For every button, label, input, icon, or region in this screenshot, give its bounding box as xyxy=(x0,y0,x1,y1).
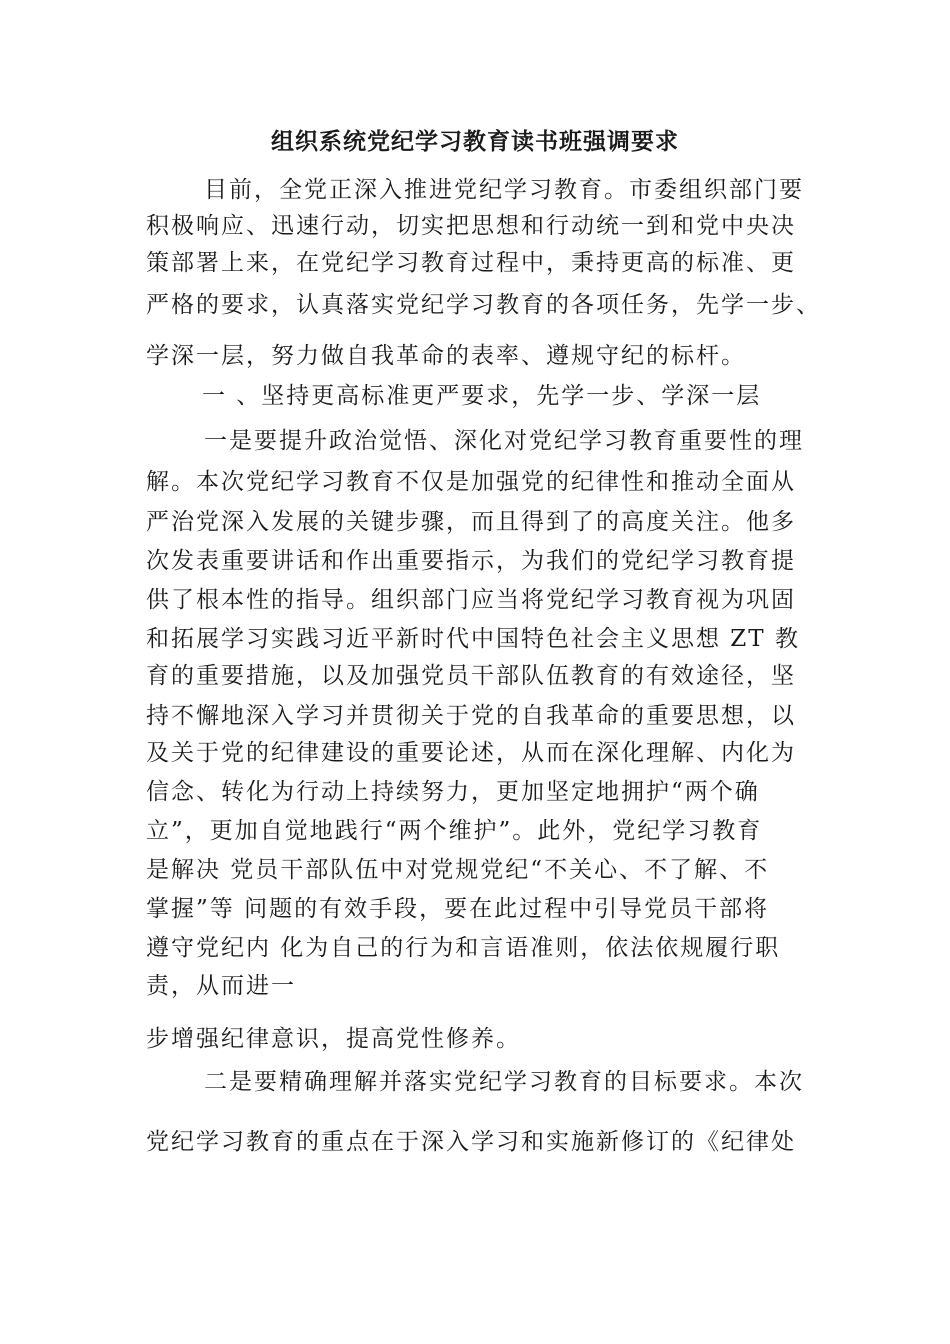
paragraph-line: 党纪学习教育的重点在于深入学习和实施新修订的《纪律处 xyxy=(146,1129,796,1155)
paragraph-line: 严治党深入发展的关键步骤，而且得到了的高度关注。他多 xyxy=(146,509,796,535)
paragraph-line: 学深一层，努力做自我革命的表率、遵规守纪的标杆。 xyxy=(146,343,746,369)
document-title: 组织系统党纪学习教育读书班强调要求 xyxy=(271,128,679,155)
paragraph-line: 责，从而进一 xyxy=(146,973,296,999)
paragraph-line: 次发表重要讲话和作出重要指示，为我们的党纪学习教育提 xyxy=(146,548,796,574)
paragraph-line: 严格的要求，认真落实党纪学习教育的各项任务，先学一步、 xyxy=(146,292,821,318)
paragraph-line: 步增强纪律意识，提高党性修养。 xyxy=(146,1026,521,1052)
paragraph-line: 积极响应、迅速行动，切实把思想和行动统一到和党中央决 xyxy=(146,213,796,239)
paragraph-line: 育的重要措施，以及加强党员干部队伍教育的有效途径，坚 xyxy=(146,663,796,689)
paragraph-line: 持不懈地深入学习并贯彻关于党的自我革命的重要思想，以 xyxy=(146,703,796,729)
paragraph-line: 解。本次党纪学习教育不仅是加强党的纪律性和推动全面从 xyxy=(146,469,796,495)
paragraph-line: 掌握”等 问题的有效手段，要在此过程中引导党员干部将 xyxy=(146,896,770,922)
paragraph-line: 是解决 党员干部队伍中对党规党纪“不关心、不了解、不 xyxy=(146,857,770,883)
paragraph-line: 信念、转化为行动上持续努力，更加坚定地拥护“两个确 xyxy=(146,779,760,805)
section-heading: 一 、坚持更高标准更严要求，先学一步、学深一层 xyxy=(202,383,762,409)
paragraph-line: 立”，更加自觉地践行“两个维护”。此外，党纪学习教育 xyxy=(146,818,763,844)
paragraph-line: 目前，全党正深入推进党纪学习教育。市委组织部门要 xyxy=(204,177,804,203)
paragraph-line: 二是要精确理解并落实党纪学习教育的目标要求。本次 xyxy=(204,1069,804,1095)
paragraph-line: 和拓展学习实践习近平新时代中国特色社会主义思想 ZT 教 xyxy=(146,626,800,652)
paragraph-line: 策部署上来，在党纪学习教育过程中，秉持更高的标准、更 xyxy=(146,250,796,276)
paragraph-line: 遵守党纪内 化为自己的行为和言语准则，依法依规履行职 xyxy=(146,935,781,961)
paragraph-line: 及关于党的纪律建设的重要论述，从而在深化理解、内化为 xyxy=(146,740,796,766)
paragraph-line: 一是要提升政治觉悟、深化对党纪学习教育重要性的理 xyxy=(204,428,804,454)
paragraph-line: 供了根本性的指导。组织部门应当将党纪学习教育视为巩固 xyxy=(146,587,796,613)
